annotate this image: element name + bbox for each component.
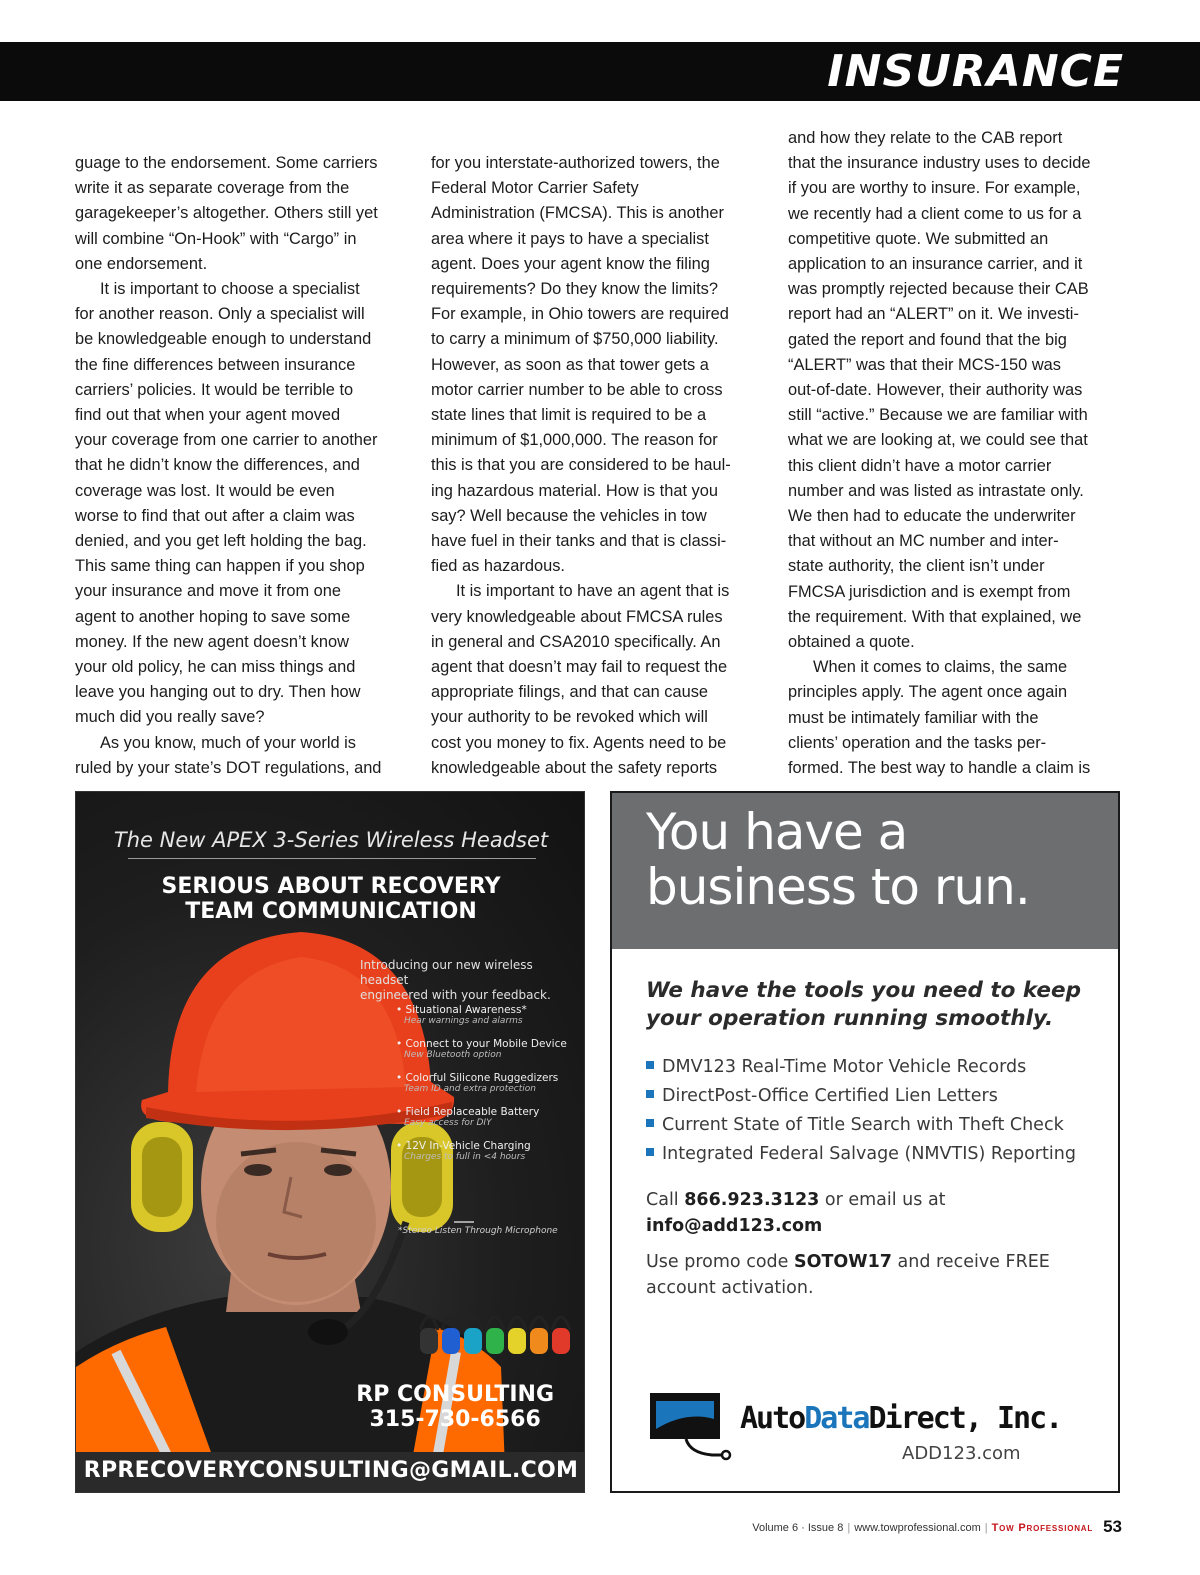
article-text-line: knowledgeable about the safety reports [431, 758, 718, 777]
ad-footnote: *Stereo Listen Through Microphone [398, 1226, 558, 1236]
feature-title: • 12V In-Vehicle Charging [396, 1140, 581, 1152]
article-text-line: have fuel in their tanks and that is classi- [431, 532, 727, 551]
article-text-line: your coverage from one carrier to another [75, 431, 378, 450]
feature-subtitle: Charges to full in <4 hours [404, 1152, 526, 1162]
divider [128, 858, 536, 859]
monitor-logo-icon [646, 1389, 736, 1469]
article-column-2 [431, 151, 767, 781]
company-block [356, 1382, 554, 1432]
swatch-earcup [486, 1328, 504, 1354]
autodatadirect-ad[interactable] [610, 791, 1120, 1493]
bullet-square-icon [646, 1090, 654, 1098]
article-text-line: As you know, much of your world is [100, 733, 356, 752]
page-number: 53 [1103, 1517, 1122, 1536]
ad-headline [646, 805, 1030, 915]
ad-subtitle: The New APEX 3-Series Wireless Headset [113, 828, 549, 852]
article-text-line: what we are looking at, we could see that [788, 431, 1088, 450]
article-text-line: worse to find that out after a claim was [75, 506, 355, 525]
article-text-line: still “active.” Because we are familiar with [788, 406, 1088, 425]
article-text-line: denied, and you get left holding the bag. [75, 532, 367, 551]
article-text-line: FMCSA jurisdiction and is exempt from [788, 582, 1071, 601]
ad-headline [76, 874, 585, 924]
feature-item [396, 1106, 581, 1128]
article-text-line: formed. The best way to handle a claim is [788, 759, 1091, 778]
article-text-line: we recently had a client come to us for a [788, 204, 1082, 223]
bullet-square-icon [646, 1119, 654, 1127]
article-text-line: this client didn’t have a motor carrier [788, 456, 1052, 475]
article-text-line: that without an MC number and inter- [788, 532, 1059, 551]
article-text-line: be knowledgeable enough to understand [75, 330, 372, 349]
article-text-line: in general and CSA2010 specifically. An [431, 632, 721, 651]
article-text-line: gated the report and found that the big [788, 330, 1067, 349]
swatch-earcup [530, 1328, 548, 1354]
article-text-line: agent that doesn’t may fail to request the [431, 658, 728, 677]
feature-subtitle: Hear warnings and alarms [404, 1016, 523, 1026]
magazine-brand: Tow Professional [991, 1522, 1094, 1534]
footer-separator: | [984, 1522, 988, 1534]
article-text-line: obtained a quote. [788, 633, 915, 652]
service-item [646, 1111, 1076, 1140]
article-text-line: clients’ operation and the tasks per- [788, 733, 1047, 752]
article-text-line: that the insurance industry uses to decide [788, 154, 1091, 173]
service-label: DMV123 Real-Time Motor Vehicle Records [662, 1057, 1027, 1077]
promo-info [646, 1249, 1096, 1301]
article-text-line: your old policy, he can miss things and [75, 658, 356, 677]
article-text-line: say? Well because the vehicles in tow [431, 506, 707, 525]
article-text-line: principles apply. The agent once again [788, 683, 1068, 702]
service-item [646, 1140, 1076, 1169]
company-name: RP CONSULTING [356, 1382, 554, 1407]
article-text-line: motor carrier number to be able to cross [431, 380, 723, 399]
article-text-line: one endorsement. [75, 254, 208, 273]
company-website[interactable]: ADD123.com [902, 1443, 1021, 1464]
headset-swatch [420, 1317, 570, 1354]
article-text-line: When it comes to claims, the same [813, 658, 1068, 677]
article-text-line: for another reason. Only a specialist will [75, 305, 365, 324]
feature-list [396, 1004, 581, 1174]
article-column-3 [788, 126, 1124, 781]
article-text-line: Federal Motor Carrier Safety [431, 179, 639, 198]
call-prefix: Call [646, 1190, 679, 1210]
article-text-line: number and was listed as intrastate only. [788, 481, 1084, 500]
ad-headline-line: business to run. [646, 858, 1030, 916]
article-text-line: your authority to be revoked which will [431, 708, 708, 727]
page-footer [752, 1516, 1122, 1536]
ad-subheadline-line: your operation running smoothly. [646, 1006, 1054, 1031]
rp-consulting-ad[interactable] [75, 791, 585, 1493]
headset-color-options [414, 1300, 584, 1360]
service-label: Current State of Title Search with Theft Check [662, 1115, 1064, 1135]
article-text-line: was promptly rejected because their CAB [788, 280, 1089, 299]
article-text-line: competitive quote. We submitted an [788, 229, 1049, 248]
ad-subheadline [646, 977, 1081, 1033]
footer-separator: | [847, 1522, 851, 1534]
article-text-line: coverage was lost. It would be even [75, 481, 335, 500]
contact-email[interactable]: info@add123.com [646, 1216, 823, 1236]
logo-text-part: Direct, Inc. [868, 1401, 1062, 1436]
swatch-earcup [508, 1328, 526, 1354]
footer-website[interactable]: www.towprofessional.com [854, 1522, 981, 1534]
bullet-square-icon [646, 1148, 654, 1156]
ad-header-band [612, 793, 1118, 949]
article-text-line: must be intimately familiar with the [788, 708, 1039, 727]
article-text-line: cost you money to fix. Agents need to be [431, 733, 727, 752]
service-label: Integrated Federal Salvage (NMVTIS) Reporting [662, 1144, 1076, 1164]
ad-subheadline-line: We have the tools you need to keep [646, 978, 1081, 1003]
article-text-line: out-of-date. However, their authority was [788, 381, 1083, 400]
ad-intro-line: Introducing our new wireless headset [360, 958, 533, 987]
email-band [76, 1452, 585, 1492]
article-text-line: and how they relate to the CAB report [788, 129, 1063, 147]
swatch-earcup [552, 1328, 570, 1354]
feature-title: • Connect to your Mobile Device [396, 1038, 581, 1050]
company-logo-text [740, 1401, 1061, 1436]
contact-email[interactable]: RPRECOVERYCONSULTING@GMAIL.COM [83, 1458, 579, 1483]
article-text-line: appropriate filings, and that can cause [431, 683, 709, 702]
feature-subtitle: Team ID and extra protection [404, 1084, 536, 1094]
feature-title: • Field Replaceable Battery [396, 1106, 581, 1118]
feature-item [396, 1072, 581, 1094]
article-text-line: this is that you are considered to be haul- [431, 456, 731, 475]
article-text-line: your insurance and move it from one [75, 582, 342, 601]
contact-info [646, 1187, 946, 1239]
article-text-line: the fine differences between insurance [75, 355, 356, 374]
swatch-earcup [464, 1328, 482, 1354]
article-text-line: “ALERT” was that their MCS-150 was [788, 355, 1061, 374]
article-text-line: For example, in Ohio towers are required [431, 305, 729, 324]
bullet-square-icon [646, 1061, 654, 1069]
article-text-line: requirements? Do they know the limits? [431, 280, 718, 299]
section-title: INSURANCE [827, 46, 1124, 97]
article-text-line: It is important to choose a specialist [100, 280, 360, 299]
article-text-line: application to an insurance carrier, and it [788, 255, 1083, 274]
swatch-earcup [442, 1328, 460, 1354]
feature-item [396, 1140, 581, 1162]
service-label: DirectPost-Office Certified Lien Letters [662, 1086, 998, 1106]
article-text-line: carriers’ policies. It would be terrible to [75, 380, 354, 399]
contact-phone[interactable]: 866.923.3123 [684, 1190, 820, 1210]
article-text-line: find out that when your agent moved [75, 406, 341, 425]
company-phone[interactable]: 315-730-6566 [369, 1407, 541, 1432]
article-column-1 [75, 151, 411, 781]
feature-item [396, 1038, 581, 1060]
feature-item [396, 1004, 581, 1026]
section-header-bar [0, 42, 1200, 101]
ad-headline-line: TEAM COMMUNICATION [185, 899, 477, 924]
service-item [646, 1053, 1076, 1082]
article-text-line: ing hazardous material. How is that you [431, 481, 718, 500]
article-text-line: very knowledgeable about FMCSA rules [431, 607, 723, 626]
article-text-line: guage to the endorsement. Some carriers [75, 154, 378, 172]
logo-text-part: Auto [740, 1401, 805, 1436]
promo-prefix: Use promo code [646, 1252, 789, 1272]
feature-subtitle: Easy access for DIY [404, 1118, 492, 1128]
article-text-line: fied as hazardous. [431, 557, 565, 576]
promo-suffix: and receive FREE [897, 1252, 1050, 1272]
logo-text-part: Data [804, 1401, 869, 1436]
article-text-line: state lines that limit is required to be a [431, 406, 707, 425]
promo-line: account activation. [646, 1278, 814, 1298]
article-text-line: much did you really save? [75, 708, 265, 727]
article-text-line: This same thing can happen if you shop [75, 557, 365, 576]
article-text-line: agent to another hoping to save some [75, 607, 351, 626]
swatch-earcup [420, 1328, 438, 1354]
article-text-line: report had an “ALERT” on it. We investi- [788, 305, 1079, 324]
article-text-line: However, as soon as that tower gets a [431, 355, 709, 374]
promo-code: SOTOW17 [793, 1252, 892, 1272]
article-text-line: ruled by your state’s DOT regulations, and [75, 758, 382, 777]
article-text-line: garagekeeper’s altogether. Others still yet [75, 204, 378, 223]
article-text-line: leave you hanging out to dry. Then how [75, 683, 361, 702]
feature-title: • Situational Awareness* [396, 1004, 581, 1016]
article-text-line: money. If the new agent doesn’t know [75, 632, 349, 651]
ad-intro-line: engineered with your feedback. [360, 988, 551, 1002]
article-text-line: agent. Does your agent know the filing [431, 254, 710, 273]
article-text-line: if you are worthy to insure. For example, [788, 179, 1081, 198]
article-text-line: write it as separate coverage from the [75, 179, 350, 198]
article-text-line: state authority, the client isn’t under [788, 557, 1045, 576]
feature-title: • Colorful Silicone Ruggedizers [396, 1072, 581, 1084]
article-text-line: for you interstate-authorized towers, the [431, 154, 720, 172]
ad-headline-line: You have a [646, 803, 908, 861]
article-text-line: area where it pays to have a specialist [431, 229, 709, 248]
ad-intro [360, 958, 580, 1003]
article-text-line: that he didn’t know the differences, and [75, 456, 360, 475]
issue-info: Volume 6 · Issue 8 [752, 1522, 844, 1534]
ad-headline-line: SERIOUS ABOUT RECOVERY [161, 874, 501, 899]
feature-subtitle: New Bluetooth option [404, 1050, 502, 1060]
article-text-line: We then had to educate the underwriter [788, 507, 1076, 526]
call-suffix: or email us at [824, 1190, 946, 1210]
article-text-line: will combine “On-Hook” with “Cargo” in [75, 229, 357, 248]
article-text-line: to carry a minimum of $750,000 liability. [431, 330, 719, 349]
service-item [646, 1082, 1076, 1111]
article-text-line: Administration (FMCSA). This is another [431, 204, 724, 223]
article-text-line: minimum of $1,000,000. The reason for [431, 431, 718, 450]
service-list [646, 1053, 1076, 1169]
article-text-line: the requirement. With that explained, we [788, 607, 1082, 626]
article-text-line: It is important to have an agent that is [456, 582, 730, 601]
